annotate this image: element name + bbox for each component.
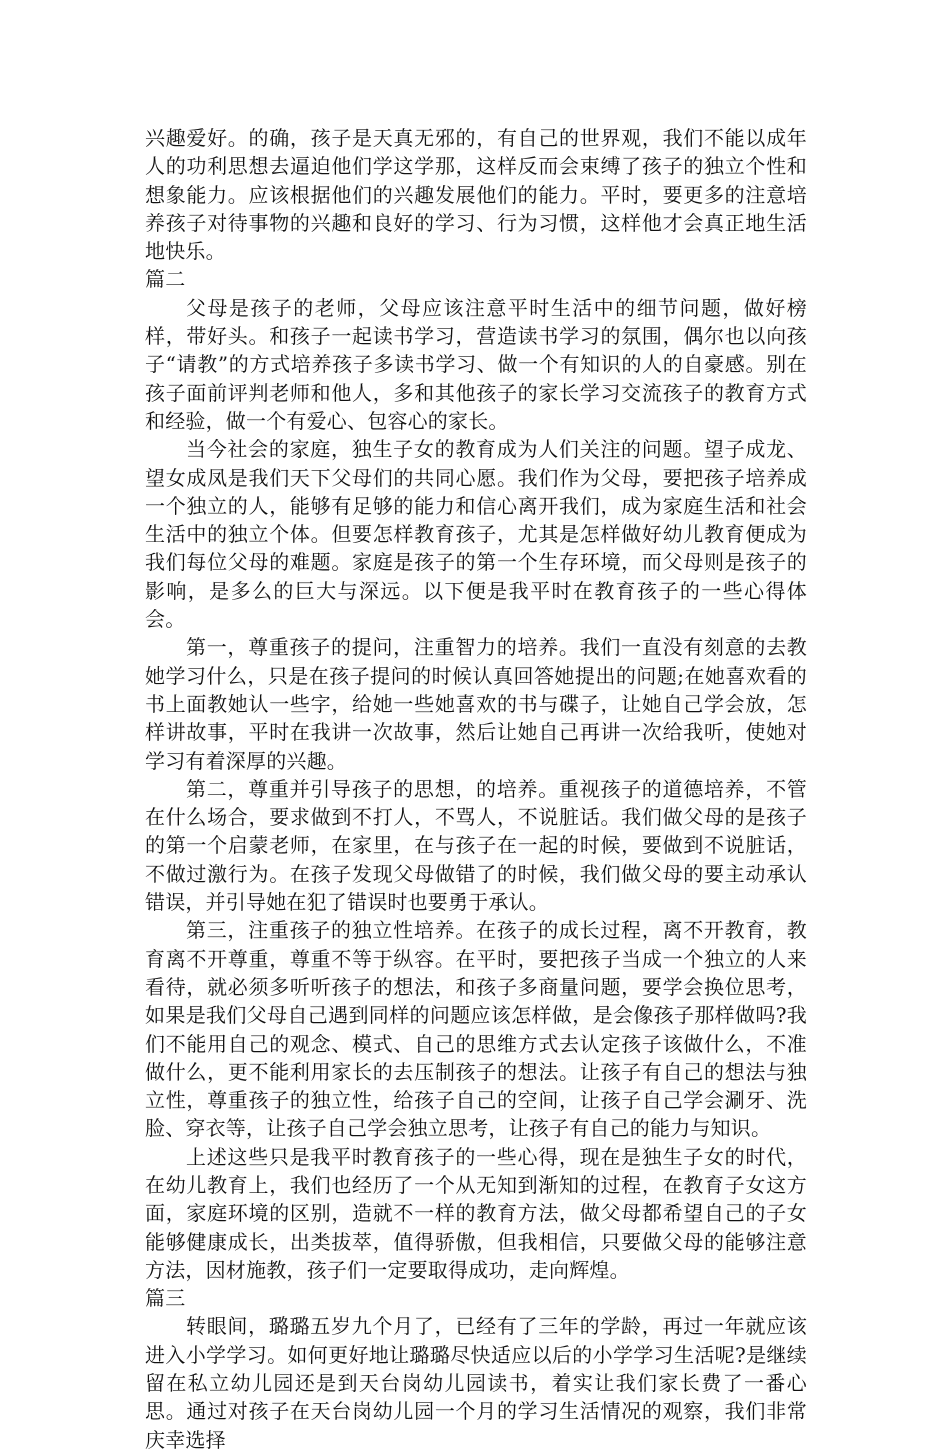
paragraph: 第二，尊重并引导孩子的思想，的培养。重视孩子的道德培养，不管在什么场合，要求做到不打人，不骂人，不说脏话。我们做父母的是孩子的第一个启蒙老师，在家里，在与孩子在一起的时候，要做到不说脏话，不做过激行为。在孩子发现父母做错了的时候，我们做父母的要主动承认错误，并引导她在犯了错误时也要勇于承认。 — [145, 776, 807, 915]
paragraph: 第一，尊重孩子的提问，注重智力的培养。我们一直没有刻意的去教她学习什么，只是在孩子提问的时候认真回答她提出的问题;在她喜欢看的书上面教她认一些字，给她一些她喜欢的书与碟子，让她自己学会放，怎样讲故事，平时在我讲一次故事，然后让她自己再讲一次给我听，使她对学习有着深厚的兴趣。 — [145, 635, 807, 773]
section-heading-part-three: 篇三 — [145, 1286, 186, 1311]
paragraph: 父母是孩子的老师，父母应该注意平时生活中的细节问题，做好榜样，带好头。和孩子一起读书学习，营造读书学习的氛围，偶尔也以向孩子“请教”的方式培养孩子多读书学习、做一个有知识的人的自豪感。别在孩子面前评判老师和他人，多和其他孩子的家长学习交流孩子的教育方式和经验，做一个有爱心、包容心的家长。 — [145, 295, 807, 433]
paragraph: 转眼间，璐璐五岁九个月了，已经有了三年的学龄，再过一年就应该进入小学学习。如何更好地让璐璐尽快适应以后的小学学习生活呢?是继续留在私立幼儿园还是到天台岗幼儿园读书，着实让我们家长费了一番心思。通过对孩子在天台岗幼儿园一个月的学习生活情况的观察，我们非常庆幸选择 — [145, 1314, 807, 1452]
paragraph-continuation: 兴趣爱好。的确，孩子是天真无邪的，有自己的世界观，我们不能以成年人的功利思想去逼迫他们学这学那，这样反而会束缚了孩子的独立个性和想象能力。应该根据他们的兴趣发展他们的能力。平时，要更多的注意培养孩子对待事物的兴趣和良好的学习、行为习惯，这样他才会真正地生活地快乐。 — [145, 126, 807, 264]
section-heading-part-two: 篇二 — [145, 267, 186, 292]
document-page — [145, 124, 807, 1454]
paragraph: 上述这些只是我平时教育孩子的一些心得，现在是独生子女的时代，在幼儿教育上，我们也经历了一个从无知到渐知的过程，在教育子女这方面，家庭环境的区别，造就不一样的教育方法，做父母都希望自己的子女能够健康成长，出类拔萃，值得骄傲，但我相信，只要做父母的能够注意方法，因材施教，孩子们一定要取得成功，走向辉煌。 — [145, 1144, 807, 1282]
paragraph: 第三，注重孩子的独立性培养。在孩子的成长过程，离不开教育，教育离不开尊重，尊重不等于纵容。在平时，要把孩子当成一个独立的人来看待，就必须多听听孩子的想法，和孩子多商量问题，要学会换位思考，如果是我们父母自己遇到同样的问题应该怎样做，是会像孩子那样做吗?我们不能用自己的观念、模式、自己的思维方式去认定孩子该做什么，不准做什么，更不能利用家长的去压制孩子的想法。让孩子有自己的想法与独立性，尊重孩子的独立性，给孩子自己的空间，让孩子自己学会涮牙、洗脸、穿衣等，让孩子自己学会独立思考，让孩子有自己的能力与知识。 — [145, 918, 807, 1141]
paragraph: 当今社会的家庭，独生子女的教育成为人们关注的问题。望子成龙、望女成凤是我们天下父母们的共同心愿。我们作为父母，要把孩子培养成一个独立的人，能够有足够的能力和信心离开我们，成为家庭生活和社会生活中的独立个体。但要怎样教育孩子，尤其是怎样做好幼儿教育便成为我们每位父母的难题。家庭是孩子的第一个生存环境，而父母则是孩子的影响，是多么的巨大与深远。以下便是我平时在教育孩子的一些心得体会。 — [145, 437, 807, 632]
